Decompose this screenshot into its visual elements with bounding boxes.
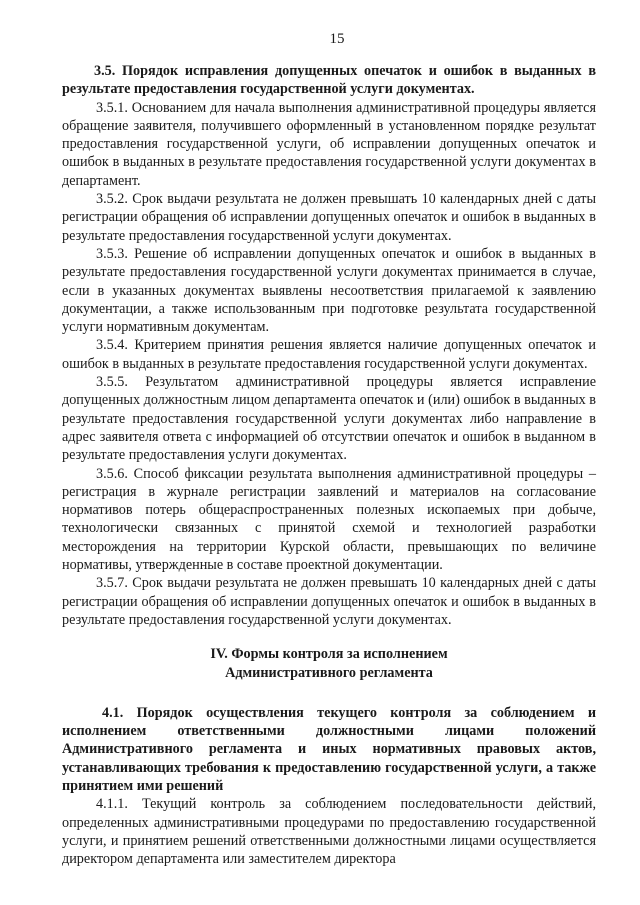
paragraph-3-5-7: 3.5.7. Срок выдачи результата не должен превышать 10 календарных дней с даты регистрации обращения об исправлении допущенных опечаток и ошибок в выданных в результате предоставления государственной услуги документах. (62, 575, 596, 628)
paragraph-3-5-4: 3.5.4. Критерием принятия решения является наличие допущенных опечаток и ошибок в выданных в результате предоставления государственной услуги документах. (62, 337, 596, 372)
section-4-heading-line1: IV. Формы контроля за исполнением (210, 646, 448, 663)
section-4-heading (62, 645, 596, 682)
paragraph-3-5-5: 3.5.5. Результатом административной процедуры является исправление допущенных должностным лицом департамента опечаток и (или) ошибок в выданных в результате предоставления государственной услуги документах либо направление в адрес заявителя ответа с информацией об отсутствии опечаток и ошибок в выданном в результате предоставления услуги документах. (62, 374, 596, 464)
section-3-5-heading: 3.5. Порядок исправления допущенных опечаток и ошибок в выданных в результате предоставления государственной услуги документах. (62, 63, 596, 98)
paragraph-3-5-3: 3.5.3. Решение об исправлении допущенных опечаток и ошибок в выданных в результате предоставления государственной услуги документах принимается в случае, если в указанных документах выявлены несоответствия прилагаемой к заявлению документации, а также использованным при подготовке результата государственной услуги нормативным документам. (62, 245, 596, 336)
paragraph-3-5-6: 3.5.6. Способ фиксации результата выполнения административной процедуры – регистрация в журнале регистрации заявлений и материалов на согласование нормативов потерь общераспространенных полезных ископаемых при добыче, технологически связанных с принятой схемой и технологией разработки месторождения на территории Курской области, превышающих по величине нормативы, утвержденные в составе проектной документации. (62, 465, 596, 574)
page-number: 15 (329, 31, 345, 47)
section-4-1-heading: 4.1. Порядок осуществления текущего контроля за соблюдением и исполнением ответственными должностными лицами положений Административного регламента и иных нормативных правовых актов, устанавливающих требования к предоставлению государственной услуги, а также принятием ими решений (62, 704, 596, 794)
section-4-heading-line2: Административного регламента (225, 664, 433, 681)
paragraph-3-5-2: 3.5.2. Срок выдачи результата не должен превышать 10 календарных дней с даты регистрации обращения об исправлении допущенных опечаток и ошибок в выданных в результате предоставления государственной услуги документах. (62, 191, 596, 244)
document-page (62, 30, 596, 868)
paragraph-3-5-1: 3.5.1. Основанием для начала выполнения административной процедуры является обращение заявителя, получившего оформленный в установленном порядке результат предоставления государственной услуги, об исправлении допущенных опечаток и ошибок в выданных в результате предоставления государственной услуги документах в департамент. (62, 99, 596, 189)
paragraph-4-1-1: 4.1.1. Текущий контроль за соблюдением последовательности действий, определенных административными процедурами по предоставлению государственной услуги, и принятием решений ответственными должностными лицами осуществляется директором департамента или заместителем директора (62, 796, 596, 868)
